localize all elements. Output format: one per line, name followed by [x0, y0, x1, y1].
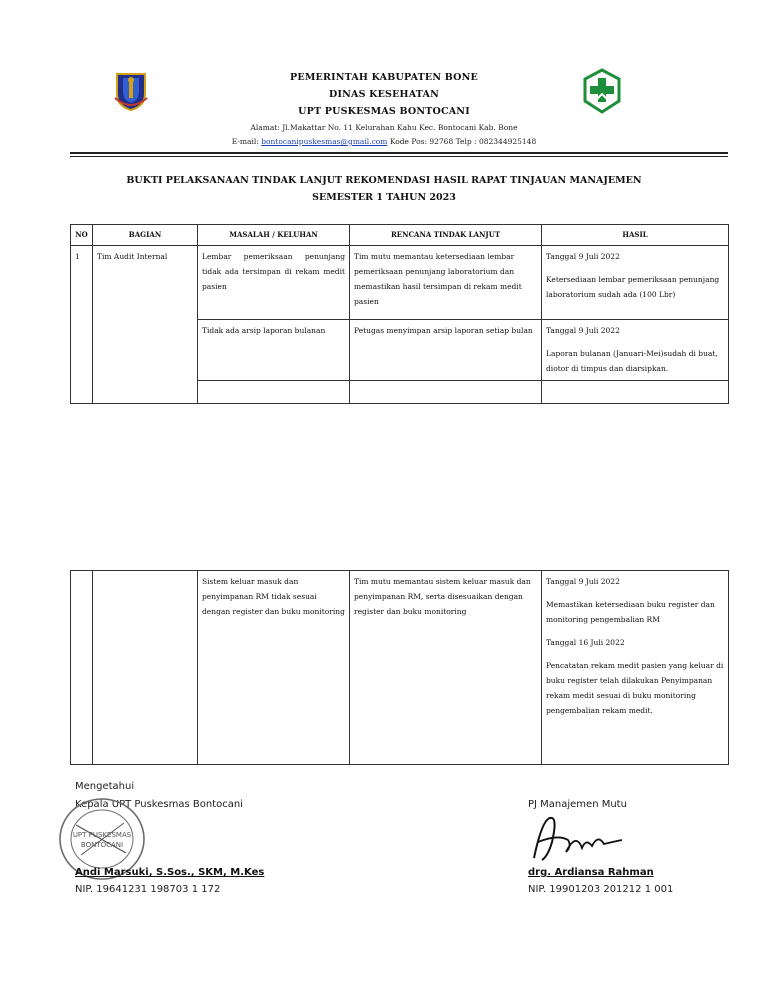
handwritten-signature-icon — [528, 812, 628, 868]
svg-text:BONTOCANI: BONTOCANI — [80, 841, 124, 849]
document-subtitle: SEMESTER 1 TAHUN 2023 — [312, 192, 456, 203]
hasil-text: Ketersediaan lembar pemeriksaan penunjang laboratorium sudah ada (100 Lbr) — [546, 275, 720, 299]
header-hasil: HASIL — [542, 225, 729, 246]
cell-bagian: Tim Audit Internal — [93, 246, 198, 404]
acknowledged-label: Mengetahui — [75, 781, 135, 792]
table-row — [71, 246, 729, 320]
cell-no: 1 — [71, 246, 93, 404]
agency-name-line2: DINAS KESEHATAN — [329, 89, 439, 100]
cell-rencana: Petugas menyimpan arsip laporan setiap bulan — [350, 320, 542, 381]
address-line: Alamat: Jl.Makattar No. 11 Kelurahan Kahu Kec. Bontocani Kab. Bone — [250, 123, 518, 132]
contact-line — [0, 137, 768, 146]
header-rencana: RENCANA TINDAK LANJUT — [350, 225, 542, 246]
agency-name-line1: PEMERINTAH KABUPATEN BONE — [290, 72, 478, 83]
agency-name-line3: UPT PUSKESMAS BONTOCANI — [298, 106, 470, 117]
hasil-text: Pencatatan rekam medit pasien yang keluar di buku register telah dilakukan Penyimpanan rekam medit sesuai di buku monitoring pengembalian rekam medit. — [546, 661, 724, 715]
cell-masalah: Sistem keluar masuk dan penyimpanan RM tidak sesuai dengan register dan buku monitoring — [198, 571, 350, 765]
table-row — [71, 571, 729, 765]
cell-rencana: Tim mutu memantau ketersediaan lembar pemeriksaan penunjang laboratorium dan memastikan hasil tersimpan di rekam medit pasien — [350, 246, 542, 320]
cell-hasil — [542, 246, 729, 320]
table-header-row — [71, 225, 729, 246]
hasil-date: Tanggal 9 Juli 2022 — [546, 326, 620, 335]
header-bagian: BAGIAN — [93, 225, 198, 246]
header-masalah: MASALAH / KELUHAN — [198, 225, 350, 246]
cell-rencana: Tim mutu memantau sistem keluar masuk dan penyimpanan RM, serta disesuaikan dengan register dan buku monitoring — [350, 571, 542, 765]
hasil-text: Laporan bulanan (Januari-Mei)sudah di buat, diotor di timpus dan diarsipkan. — [546, 349, 718, 373]
email-link[interactable]: bontocanipuskesmas@gmail.com — [261, 137, 388, 146]
document-title: BUKTI PELAKSANAAN TINDAK LANJUT REKOMENDASI HASIL RAPAT TINJAUAN MANAJEMEN — [126, 175, 642, 186]
hasil-date: Tanggal 9 Juli 2022 — [546, 252, 620, 261]
email-label: E-mail: — [231, 137, 259, 146]
cell-hasil — [542, 320, 729, 381]
hasil-text: Memastikan ketersediaan buku register dan monitoring pengembalian RM — [546, 600, 715, 624]
cell-masalah: Tidak ada arsip laporan bulanan — [198, 320, 350, 381]
quality-pj-title: PJ Manajemen Mutu — [528, 799, 627, 810]
quality-pj-name: drg. Ardiansa Rahman — [528, 867, 654, 878]
postal-phone: Kode Pos: 92768 Telp : 082344925148 — [389, 137, 537, 146]
cell-hasil — [542, 571, 729, 765]
head-name: Andi Marsuki, S.Sos., SKM, M.Kes — [75, 867, 265, 878]
head-nip: NIP. 19641231 198703 1 172 — [75, 884, 221, 895]
header-rule-thick — [70, 152, 728, 154]
cell-masalah: Lembar pemeriksaan penunjang tidak ada tersimpan di rekam medit pasien — [198, 246, 350, 320]
header-rule-thin — [70, 156, 728, 157]
action-table — [70, 224, 729, 404]
action-table-continued — [70, 570, 729, 765]
head-title: Kepala UPT Puskesmas Bontocani — [75, 799, 243, 810]
hasil-date: Tanggal 9 Juli 2022 — [546, 577, 620, 586]
quality-pj-nip: NIP. 19901203 201212 1 001 — [528, 884, 674, 895]
svg-text:UPT PUSKESMAS: UPT PUSKESMAS — [72, 831, 132, 839]
header-no: NO — [71, 225, 93, 246]
hasil-date: Tanggal 16 Juli 2022 — [546, 638, 625, 647]
